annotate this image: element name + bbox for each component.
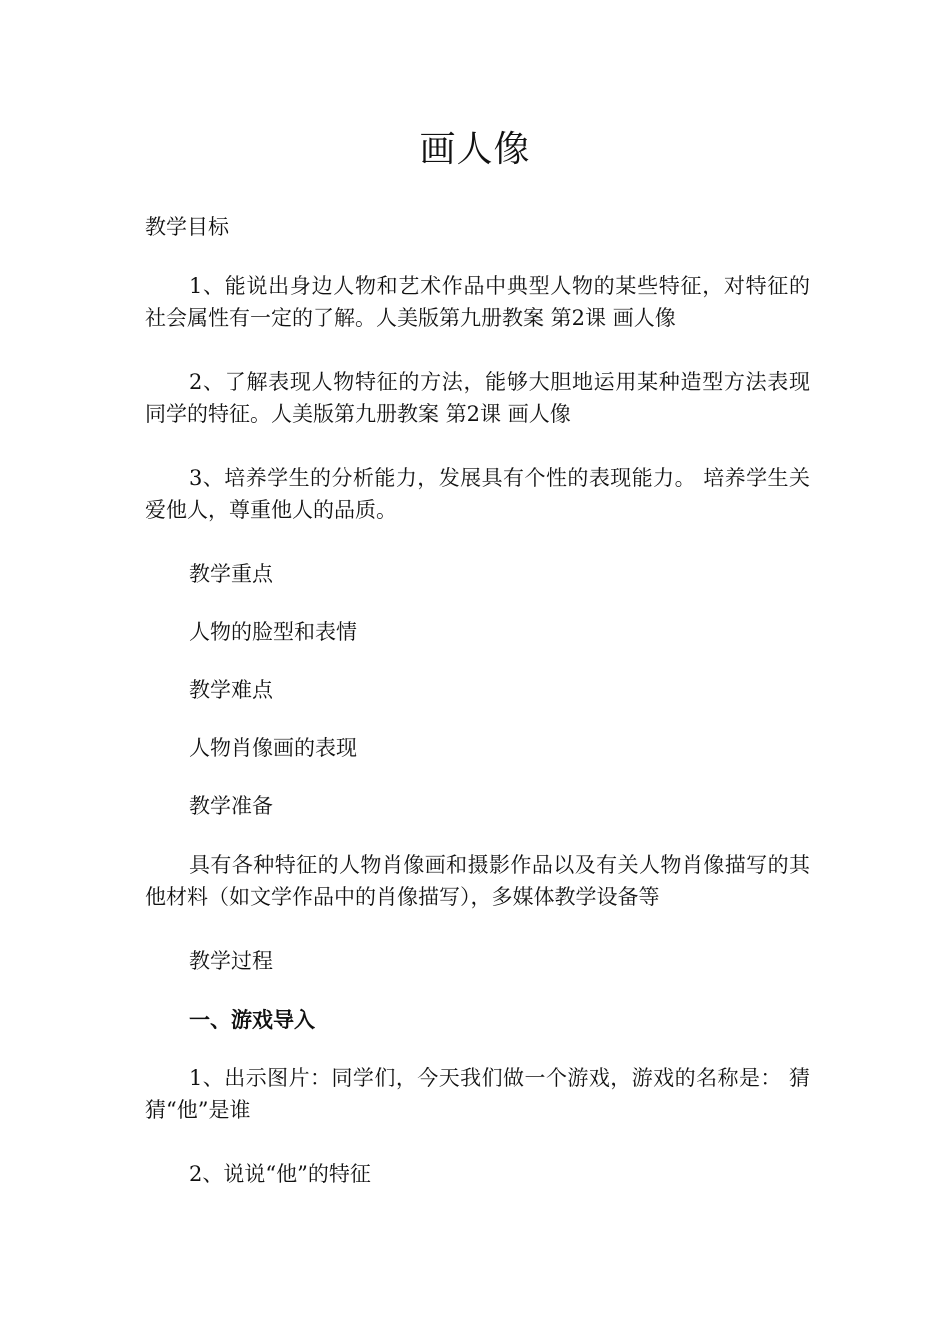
document-title: 画人像	[419, 129, 531, 170]
step-heading-game-intro: 一、游戏导入	[189, 1008, 315, 1032]
section-heading-preparation: 教学准备	[189, 794, 273, 818]
section-heading-process: 教学过程	[189, 949, 273, 973]
section-heading-teaching-goals: 教学目标	[145, 215, 229, 239]
preparation-text: 具有各种特征的人物肖像画和摄影作品以及有关人物肖像描写的其他材料（如文学作品中的肖像描写），多媒体教学设备等	[145, 853, 810, 909]
step-paragraph-2: 2、说说“他”的特征	[189, 1162, 371, 1186]
goal-paragraph-2: 2、了解表现人物特征的方法，能够大胆地运用某种造型方法表现同学的特征。人美版第九册教案 第2课 画人像	[145, 370, 810, 426]
goal-paragraph-1: 1、能说出身边人物和艺术作品中典型人物的某些特征，对特征的社会属性有一定的了解。人美版第九册教案 第2课 画人像	[145, 274, 810, 330]
key-points-text: 人物的脸型和表情	[189, 620, 357, 644]
difficulties-text: 人物肖像画的表现	[189, 736, 357, 760]
section-heading-difficulties: 教学难点	[189, 678, 273, 702]
step-paragraph-1: 1、出示图片：同学们，今天我们做一个游戏，游戏的名称是： 猜猜“他”是谁	[145, 1066, 810, 1122]
section-heading-key-points: 教学重点	[189, 562, 273, 586]
goal-paragraph-3: 3、培养学生的分析能力，发展具有个性的表现能力。 培养学生关爱他人，尊重他人的品质。	[145, 466, 810, 522]
